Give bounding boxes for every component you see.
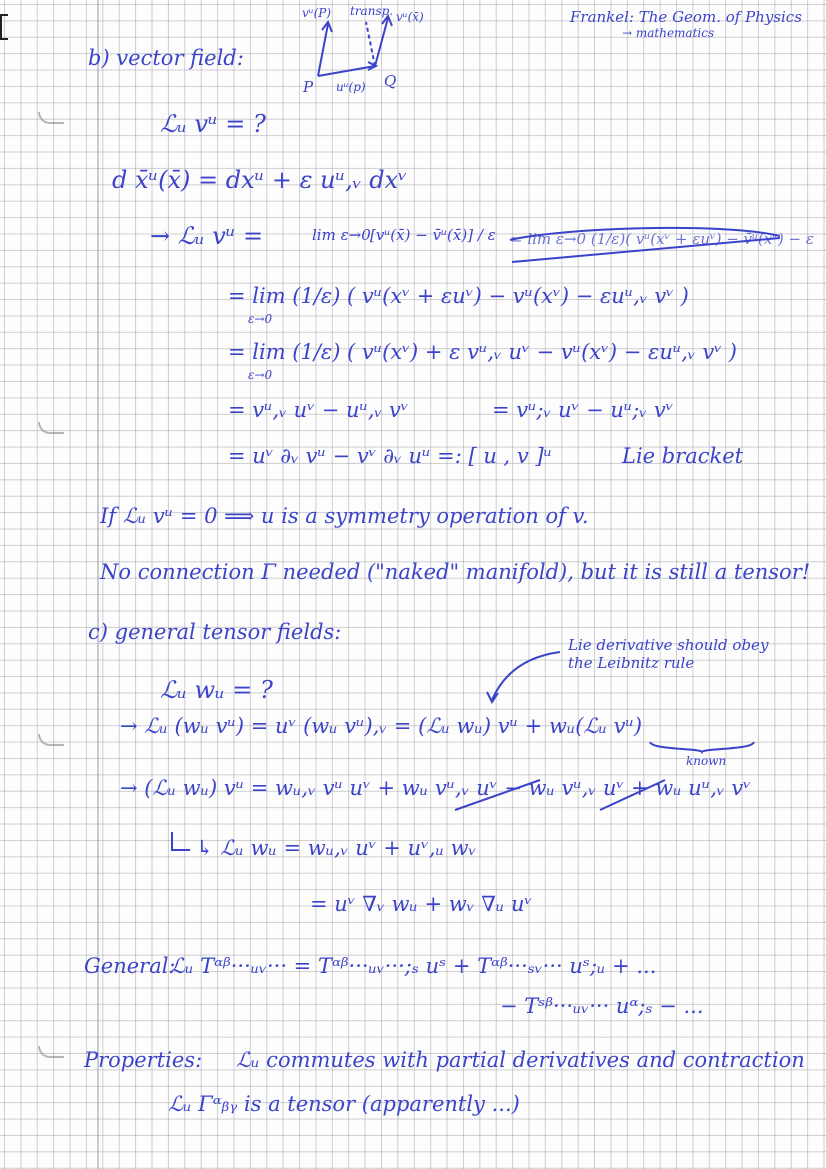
diagram-point-p: P [303,78,314,96]
section-c-heading: c) general tensor fields: [88,620,342,644]
covector-result-1: ↳ ℒᵤ wᵤ = wᵤ,ᵥ uᵛ + uᵛ,ᵤ wᵥ [196,836,477,860]
diagram-v-at-q: vᵘ(x̄) [396,10,424,24]
section-b-heading: b) vector field: [88,46,244,70]
derivation-step-1-limit: ε→0 [248,312,273,326]
lie-bracket-label: Lie bracket [622,444,744,468]
derivation-step-1: = lim (1/ε) ( vᵘ(xᵛ + εuᵛ) − vᵘ(xᵛ) − εuᵘ,ᵥ vᵛ ) [228,284,689,308]
property-commutes: ℒᵤ commutes with partial derivatives and contraction [236,1048,805,1072]
derivation-step-2: = lim (1/ε) ( vᵘ(xᵛ) + ε vᵘ,ᵥ uᵛ − vᵘ(xᵛ) − εuᵘ,ᵥ vᵛ ) [228,340,737,364]
general-label: General: [84,954,176,978]
derivation-step-3b: = vᵘ;ᵥ uᵛ − uᵘ;ᵥ vᵛ [492,398,674,422]
no-connection-statement: No connection Γ needed ("naked" manifold), but it is still a tensor! [100,560,811,584]
diagram-u: uᵘ(p) [336,80,366,94]
vector-lie-question: ℒᵤ vᵘ = ? [160,110,266,138]
lie-definition-fraction: [vᵘ(x̄) − v̄ᵘ(x̄)] / ε [370,226,496,244]
diagram-v-at-p: vᵘ(P) [302,6,332,20]
diagram-transport: transp. [350,4,394,18]
crossed-out-step: = lim ε→0 (1/ε)( vᵘ(xᵛ + εuᵛ) − v̄ᵘ(xᵛ) − ε [510,230,814,248]
v-at-q-arrow [375,18,388,66]
lie-definition-limit: lim ε→0 [312,226,371,244]
note-arrow [492,652,560,700]
known-brace [650,742,754,752]
properties-label: Properties: [84,1048,203,1072]
expanded-terms: → (ℒᵤ wᵤ) vᵘ = wᵤ,ᵥ vᵘ uᵛ + wᵤ vᵘ,ᵥ uᵛ − wᵤ vᵘ,ᵥ uᵛ + wᵤ uᵘ,ᵥ vᵛ [120,776,752,800]
transported-arrow [366,22,375,66]
derivation-step-2-limit: ε→0 [248,368,273,382]
leibniz-expansion: → ℒᵤ (wᵤ vᵘ) = uᵛ (wᵤ vᵘ),ᵥ = (ℒᵤ wᵤ) vᵘ + wᵤ(ℒᵤ vᵘ) [120,714,643,738]
general-formula-line-2: − Tˢᵝ···ᵤᵥ··· uᵅ;ₛ − ... [500,994,704,1018]
general-formula-line-1: ℒᵤ Tᵅᵝ···ᵤᵥ··· = Tᵅᵝ···ᵤᵥ···;ₛ uˢ + Tᵅᵝ···ₛᵥ··· uˢ;ᵤ + ... [170,954,657,978]
u-arrow [318,66,375,76]
covector-lie-question: ℒᵤ wᵤ = ? [160,676,273,704]
leibniz-note: Lie derivative should obey the Leibnitz rule [568,636,769,672]
reference-title: Frankel: The Geom. of Physics [570,8,802,26]
coordinate-transform: d x̄ᵘ(x̄) = dxᵘ + ε uᵘ,ᵥ dxᵛ [112,166,408,194]
reference-subtitle: → mathematics [622,26,715,40]
derivation-step-3a: = vᵘ,ᵥ uᵛ − uᵘ,ᵥ vᵛ [228,398,409,422]
lie-bracket-equation: = uᵛ ∂ᵥ vᵘ − vᵛ ∂ᵥ uᵘ =: [ u , v ]ᵘ [228,444,553,468]
property-tensor: ℒᵤ Γᵅᵦᵧ is a tensor (apparently ...) [168,1092,520,1116]
v-at-p-arrow [318,24,328,76]
known-label: known [686,754,727,768]
diagram-point-q: Q [384,72,397,90]
lie-definition-lhs: → ℒᵤ vᵘ = [150,222,264,250]
symmetry-statement: If ℒᵤ vᵘ = 0 ⟹ u is a symmetry operation of v. [100,504,589,528]
covector-result-2: = uᵛ ∇ᵥ wᵤ + wᵥ ∇ᵤ uᵛ [310,892,533,916]
